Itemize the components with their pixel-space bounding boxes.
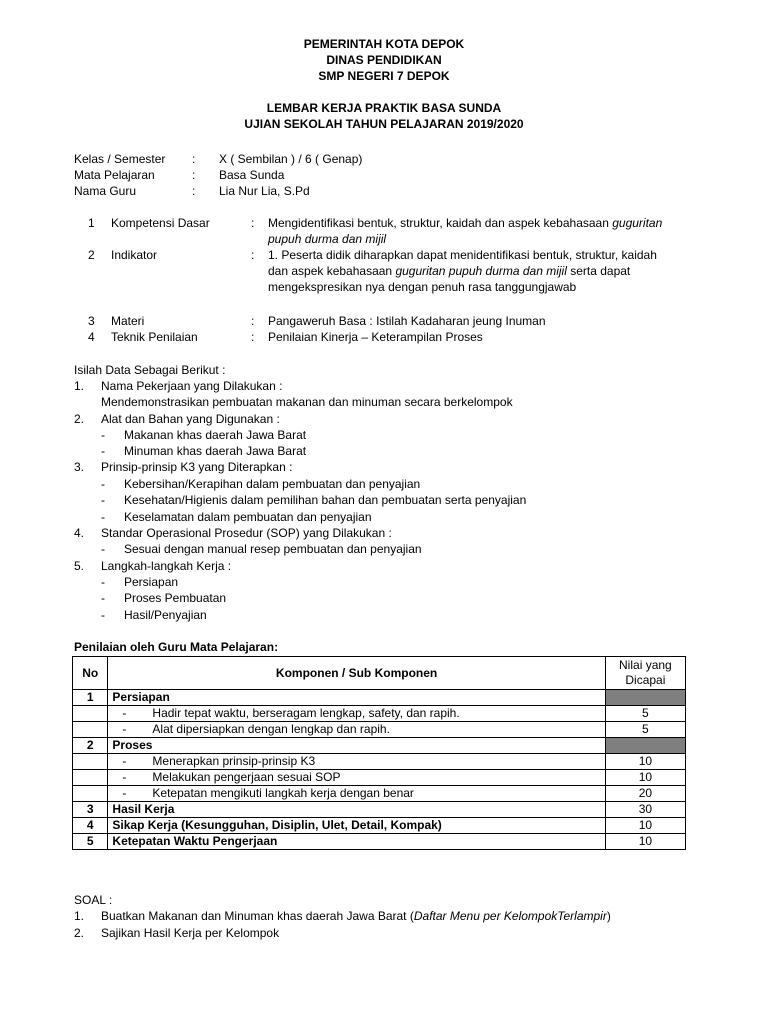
bullet-dash: - [122,706,127,720]
header-school: SMP NEGERI 7 DEPOK [318,69,450,83]
row-number [73,786,108,802]
detail-number: 1 [88,216,95,230]
list-item-title: Prinsip-prinsip K3 yang Diterapkan : [101,460,293,474]
text-run-italic: Daftar Menu per KelompokTerlampir [413,909,607,923]
row-score: 10 [605,818,685,834]
info-label-class: Kelas / Semester [74,152,166,166]
info-label-subject: Mata Pelajaran [74,168,155,182]
questions-heading: SOAL : [74,893,113,907]
text-run-italic: guguritan [612,216,663,230]
row-score: 20 [605,786,685,802]
row-score: 10 [605,770,685,786]
bullet-dash: - [101,428,105,442]
bullet-dash: - [101,493,105,507]
list-number: 5. [74,559,85,573]
info-sep: : [192,184,196,198]
table-row [73,690,686,706]
document-title [0,100,768,132]
list-number: 1. [74,379,85,393]
bullet-dash: - [101,444,105,458]
row-score: 10 [605,754,685,770]
bullet-dash: - [122,770,127,784]
table-row [73,722,686,738]
row-label: Menerapkan prinsip-prinsip K3 [152,754,316,768]
sub-item: Hasil/Penyajian [124,608,207,622]
header-no: No [73,657,108,690]
text-run: dan aspek kebahasaan [268,264,396,278]
table-row [73,770,686,786]
document-header [0,36,768,84]
sub-item: Kebersihan/Kerapihan dalam pembuatan dan penyajian [124,477,421,491]
sub-item: Keselamatan dalam pembuatan dan penyajian [124,510,372,524]
row-component: Sikap Kerja (Kesungguhan, Disiplin, Ulet, Detail, Kompak) [108,818,605,834]
header-score [605,657,685,690]
detail-label-competence: Kompetensi Dasar [111,216,210,230]
detail-label-material: Materi [111,314,145,328]
table-row [73,818,686,834]
list-item-title: Standar Operasional Prosedur (SOP) yang Dilakukan : [101,526,392,540]
bullet-dash: - [101,591,105,605]
row-score: 5 [605,722,685,738]
detail-sep: : [251,314,255,328]
sub-item: Proses Pembuatan [124,591,227,605]
detail-value-competence-line1 [268,215,662,231]
row-subcomponent [108,786,605,802]
question-2: Sajikan Hasil Kerja per Kelompok [101,926,280,940]
info-label-teacher: Nama Guru [74,184,137,198]
text-run: serta dapat [566,264,631,278]
row-label: Alat dipersiapkan dengan lengkap dan rapih. [152,722,390,736]
list-item-body: Mendemonstrasikan pembuatan makanan dan minuman secara berkelompok [101,395,513,409]
detail-value-indicator-line3: mengekspresikan nya dengan penuh rasa tanggungjawab [268,280,577,294]
bullet-dash: - [101,477,105,491]
text-run-italic: guguritan pupuh durma dan mijil [395,264,567,278]
row-number: 3 [73,802,108,818]
question-1 [101,908,611,924]
row-subcomponent [108,770,605,786]
detail-number: 4 [88,330,95,344]
row-number [73,706,108,722]
info-value-subject: Basa Sunda [219,168,285,182]
row-subcomponent [108,722,605,738]
table-row [73,786,686,802]
detail-value-indicator-line1: 1. Peserta didik diharapkan dapat menidentifikasi bentuk, struktur, kaidah [268,248,657,262]
list-number: 3. [74,460,85,474]
info-value-teacher: Lia Nur Lia, S.Pd [219,184,310,198]
row-number: 2 [73,738,108,754]
info-sep: : [192,152,196,166]
text-run: Buatkan Makanan dan Minuman khas daerah Jawa Barat ( [101,909,414,923]
row-component: Proses [108,738,605,754]
table-header-row [73,657,686,690]
row-number [73,754,108,770]
row-subcomponent [108,754,605,770]
list-number: 2. [74,412,85,426]
row-number: 5 [73,834,108,850]
sub-item: Kesehatan/Higienis dalam pemilihan bahan dan pembuatan serta penyajian [124,493,527,507]
header-government: PEMERINTAH KOTA DEPOK [303,37,465,51]
row-score: 10 [605,834,685,850]
row-component: Hasil Kerja [108,802,605,818]
detail-sep: : [251,216,255,230]
instructions-heading: Isilah Data Sebagai Berikut : [74,363,226,377]
list-number: 4. [74,526,85,540]
bullet-dash: - [122,786,127,800]
bullet-dash: - [101,510,105,524]
table-body [73,690,686,850]
sub-item: Makanan khas daerah Jawa Barat [124,428,307,442]
row-component: Ketepatan Waktu Pengerjaan [108,834,605,850]
bullet-dash: - [101,608,105,622]
detail-value-material: Pangaweruh Basa : Istilah Kadaharan jeung Inuman [268,314,546,328]
row-component: Persiapan [108,690,605,706]
list-number: 1. [74,909,85,923]
bullet-dash: - [122,722,127,736]
detail-value-indicator-line2 [268,263,630,279]
detail-value-competence-line2: pupuh durma dan mijil [268,232,387,246]
row-label: Melakukan pengerjaan sesuai SOP [152,770,341,784]
detail-number: 2 [88,248,95,262]
title-line-1: LEMBAR KERJA PRAKTIK BASA SUNDA [266,101,502,115]
header-score-line2: Dicapai [625,673,666,687]
header-score-line1: Nilai yang [619,658,672,672]
row-label: Hadir tepat waktu, berseragam lengkap, safety, dan rapih. [152,706,460,720]
row-subcomponent [108,706,605,722]
text-run: ) [606,909,611,923]
row-number: 4 [73,818,108,834]
sub-item: Persiapan [124,575,179,589]
row-label: Ketepatan mengikuti langkah kerja dengan benar [152,786,414,800]
title-line-2: UJIAN SEKOLAH TAHUN PELAJARAN 2019/2020 [244,117,524,131]
list-item-title: Nama Pekerjaan yang Dilakukan : [101,379,283,393]
sub-item: Sesuai dengan manual resep pembuatan dan penyajian [124,542,422,556]
header-department: DINAS PENDIDIKAN [326,53,442,67]
info-sep: : [192,168,196,182]
row-score: 30 [605,802,685,818]
assessment-table [72,656,686,850]
table-row [73,738,686,754]
list-item-title: Alat dan Bahan yang Digunakan : [101,412,280,426]
bullet-dash: - [122,754,127,768]
row-score: 5 [605,706,685,722]
detail-label-technique: Teknik Penilaian [111,330,198,344]
row-score [605,738,685,754]
detail-sep: : [251,248,255,262]
info-value-class: X ( Sembilan ) / 6 ( Genap) [219,152,363,166]
table-row [73,802,686,818]
list-number: 2. [74,926,85,940]
row-number [73,722,108,738]
text-run: Mengidentifikasi bentuk, struktur, kaidah dan aspek kebahasaan [268,216,613,230]
header-component: Komponen / Sub Komponen [108,657,605,690]
detail-number: 3 [88,314,95,328]
assessment-heading: Penilaian oleh Guru Mata Pelajaran: [74,640,279,654]
row-number [73,770,108,786]
table-row [73,754,686,770]
row-number: 1 [73,690,108,706]
detail-label-indicator: Indikator [111,248,158,262]
detail-sep: : [251,330,255,344]
list-item-title: Langkah-langkah Kerja : [101,559,232,573]
bullet-dash: - [101,575,105,589]
table-row [73,834,686,850]
table-row [73,706,686,722]
bullet-dash: - [101,542,105,556]
detail-value-technique: Penilaian Kinerja – Keterampilan Proses [268,330,483,344]
row-score [605,690,685,706]
sub-item: Minuman khas daerah Jawa Barat [124,444,307,458]
